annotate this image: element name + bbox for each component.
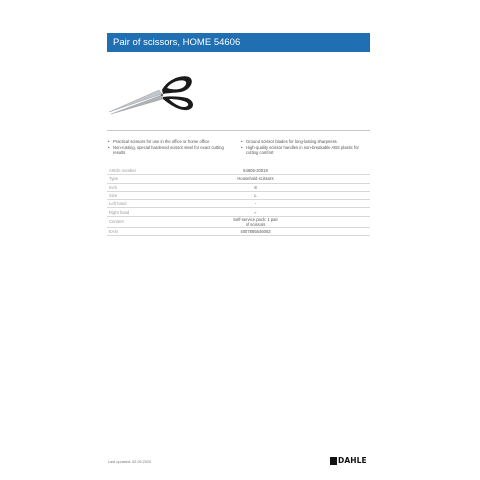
table-row [107,227,370,235]
feature-item: • High-quality scissor handles in non-breakable ABS plastic for cutting comfort [241,145,369,156]
table-row [107,216,370,227]
spec-value: - [229,200,370,208]
table-row [107,175,370,183]
logo-mark-icon [330,457,337,465]
feature-item: • Ground scissor blades for long-lasting sharpness [241,139,369,144]
feature-item: • Practical scissors for use in the office or home office [108,139,233,144]
spec-value: ✓ [229,208,370,216]
spec-label: Right hand [107,208,229,216]
divider [107,130,370,131]
dahle-logo [330,456,367,465]
spec-label: Size [107,191,229,199]
spec-value: Household scissors [229,175,370,183]
table-row [107,208,370,216]
table-row [107,200,370,208]
logo-text: DAHLE [338,456,367,465]
spec-value: 54606-20019 [229,167,370,175]
features-right [241,139,369,156]
spec-label: Article number [107,167,229,175]
last-updated: Last updated: 02.05.2020 [108,460,152,464]
feature-item: • Non-rusting, special hardened scissor steel for exact cutting results [108,145,233,156]
spec-value: 4007885546063 [229,227,370,235]
scissors-image [107,68,197,118]
spec-label: Type [107,175,229,183]
table-row [107,167,370,175]
spec-value: 8 [229,183,370,191]
spec-label: Left hand [107,200,229,208]
features-left [108,139,233,156]
table-row [107,183,370,191]
spec-label: Content [107,216,229,227]
spec-label: Inch [107,183,229,191]
spec-value: L [229,191,370,199]
spec-table [107,167,370,236]
spec-label: EAN [107,227,229,235]
spec-value: Self-service pack: 1 pair of scissors [229,216,370,227]
table-row [107,191,370,199]
page-title: Pair of scissors, HOME 54606 [107,33,370,52]
